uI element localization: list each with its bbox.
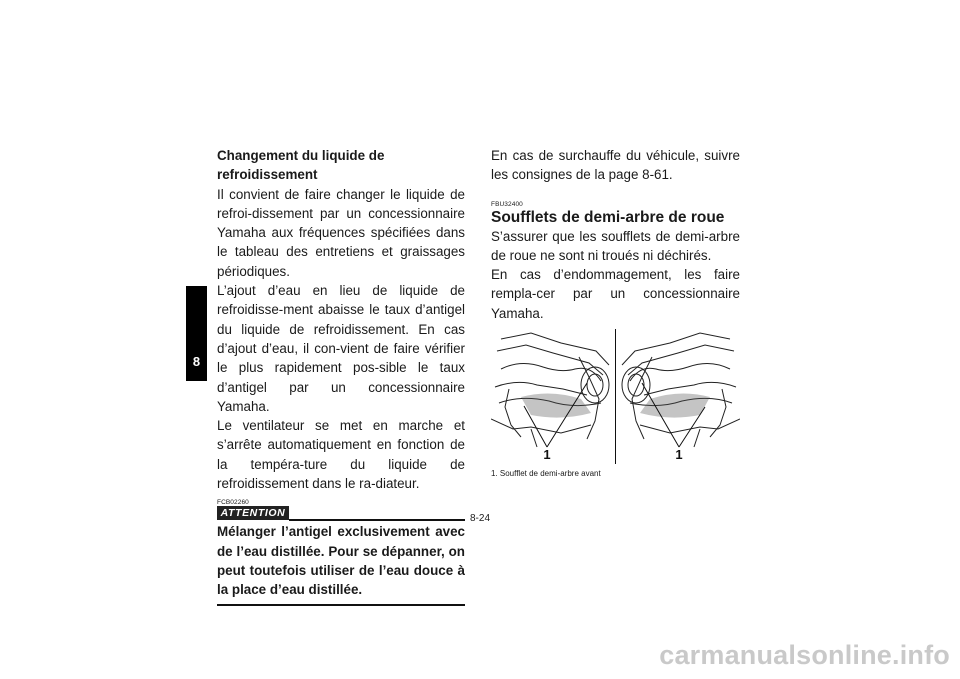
page-number: 8-24 xyxy=(469,513,490,524)
caution-code: FCB02260 xyxy=(217,499,249,507)
right-column xyxy=(491,146,740,479)
chapter-number: 8 xyxy=(192,354,201,369)
caution-bottom-rule xyxy=(217,604,465,606)
figure-caption: 1. Soufflet de demi-arbre avant xyxy=(491,469,601,479)
coolant-paragraph-2: L’ajout d’eau en lieu de liquide de refroidisse-ment abaisse le taux d’antigel du liquide de refroidissement. En cas d’ajout d’eau, il con-vient de faire vérifier le plus rapidement pos-sible le taux d’antigel par un concessionnaire Yamaha. xyxy=(217,283,465,414)
caution-badge: ATTENTION xyxy=(217,506,289,520)
chapter-tab xyxy=(186,286,207,381)
caution-text: Mélanger l’antigel exclusivement avec de l’eau distillée. Pour se dépanner, on peut toutefois utiliser de l’eau douce à la place d’eau distillée. xyxy=(217,524,465,598)
drive-shaft-boots-figure xyxy=(491,329,740,464)
coolant-paragraph-1: Il convient de faire changer le liquide de refroi-dissement par un concessionnaire Yamaha aux fréquences spécifiées dans le tableau des entretiens et graissages périodiques. xyxy=(217,186,465,279)
overheat-paragraph: En cas de surchauffe du véhicule, suivre les consignes de la page 8-61. xyxy=(491,148,740,183)
boots-paragraph-2: En cas d’endommagement, les faire rempla-cer par un concessionnaire Yamaha. xyxy=(491,267,740,321)
section-code: FBU32400 xyxy=(491,200,523,208)
coolant-change-heading: Changement du liquide de refroidissement xyxy=(217,148,385,183)
section-title: Soufflets de demi-arbre de roue xyxy=(491,208,725,226)
left-column xyxy=(217,146,465,606)
drive-shaft-boots-illustration xyxy=(491,329,740,464)
boots-paragraph-1: S’assurer que les soufflets de demi-arbre de roue ne sont ni troués ni déchirés. xyxy=(491,228,740,263)
watermark: carmanualsonline.info xyxy=(659,640,950,670)
callout-label-left: 1 xyxy=(543,447,551,463)
callout-label-right: 1 xyxy=(675,447,683,463)
coolant-paragraph-3: Le ventilateur se met en marche et s’arrête automatiquement en fonction de la tempéra-ture du liquide de refroidissement dans le ra-diateur. xyxy=(217,418,465,492)
